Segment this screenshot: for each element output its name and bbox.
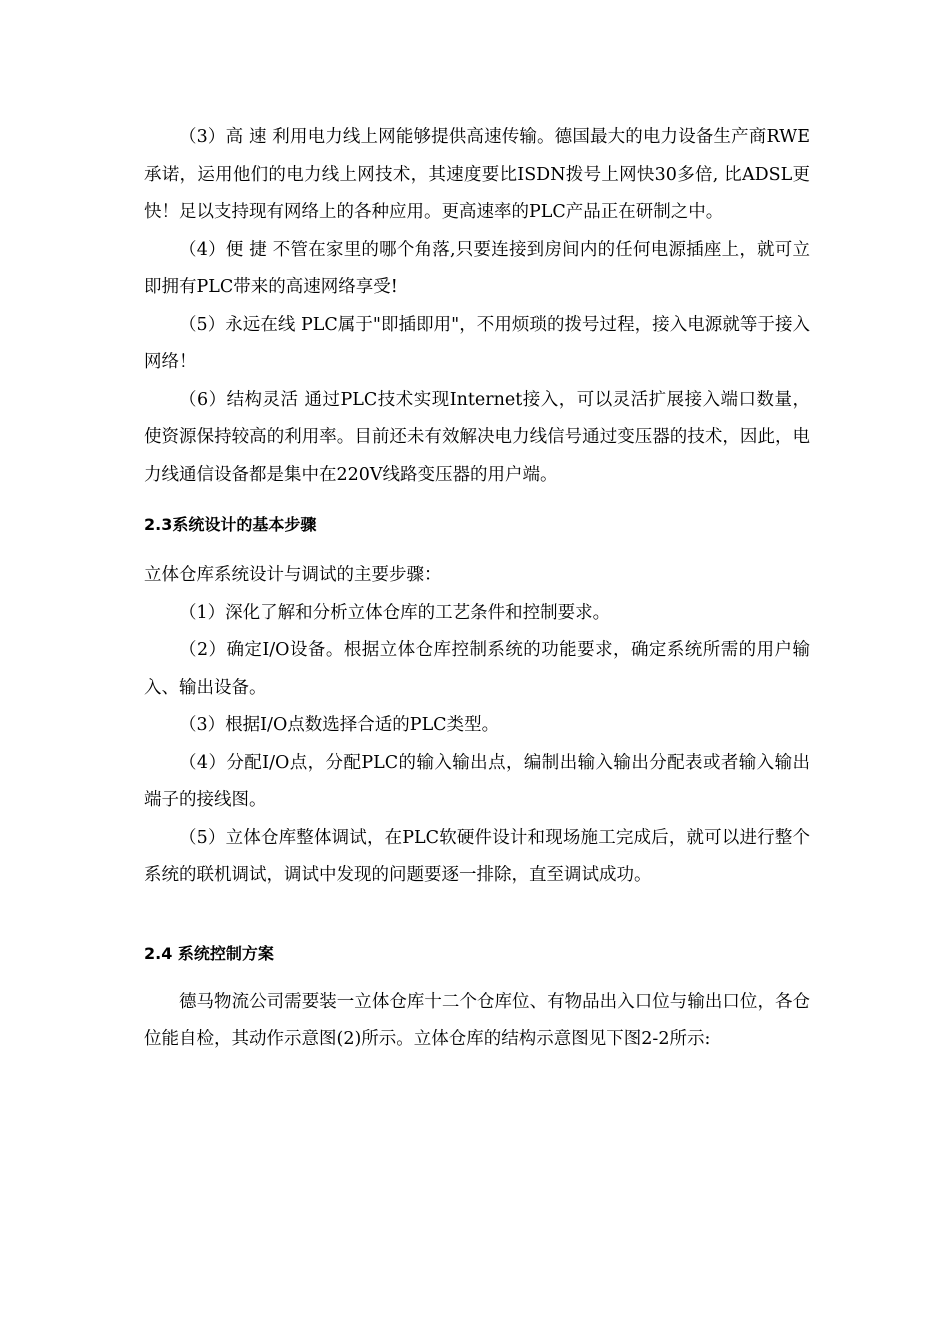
design-step-3: （3）根据I/O点数选择合适的PLC类型。 — [179, 715, 500, 735]
feature-flexible-structure-paragraph: （6）结构灵活 通过PLC技术实现Internet接入，可以灵活扩展接入端口数量，使资源保持较高的利用率。目前还未有效解决电力线信号通过变压器的技术，因此，电力线通信设备都是集中在220V线路变压器的用户端。 — [144, 389, 810, 485]
control-scheme-paragraph: 德马物流公司需要装一立体仓库十二个仓库位、有物品出入口位与输出口位，各仓位能自检，其动作示意图(2)所示。立体仓库的结构示意图见下图2-2所示: — [144, 991, 810, 1049]
feature-convenience-paragraph: （4）便 捷 不管在家里的哪个角落,只要连接到房间内的任何电源插座上，就可立即拥有PLC带来的高速网络享受! — [144, 239, 810, 297]
feature-high-speed-paragraph: （3）高 速 利用电力线上网能够提供高速传输。德国最大的电力设备生产商RWE承诺，运用他们的电力线上网技术，其速度要比ISDN拨号上网快30多倍, 比ADSL更快！足以支持现有网络上的各种应用。更高速率的PLC产品正在研制之中。 — [144, 127, 810, 222]
design-step-5: （5）立体仓库整体调试，在PLC软硬件设计和现场施工完成后，就可以进行整个系统的联机调试，调试中发现的问题要逐一排除，直至调试成功。 — [144, 827, 810, 885]
design-step-2: （2）确定I/O设备。根据立体仓库控制系统的功能要求，确定系统所需的用户输入、输出设备。 — [144, 640, 810, 698]
feature-always-online-paragraph: （5）永远在线 PLC属于"即插即用"，不用烦琐的拨号过程，接入电源就等于接入网络！ — [144, 314, 810, 372]
design-step-4: （4）分配I/O点，分配PLC的输入输出点，编制出输入输出分配表或者输入输出端子的接线图。 — [144, 752, 810, 810]
design-step-1: （1）深化了解和分析立体仓库的工艺条件和控制要求。 — [179, 602, 611, 623]
section-2-3-intro: 立体仓库系统设计与调试的主要步骤： — [144, 565, 442, 585]
section-2-3-heading: 2.3系统设计的基本步骤 — [144, 515, 317, 534]
page-content — [144, 119, 810, 1059]
section-2-4-heading: 2.4 系统控制方案 — [144, 943, 274, 963]
